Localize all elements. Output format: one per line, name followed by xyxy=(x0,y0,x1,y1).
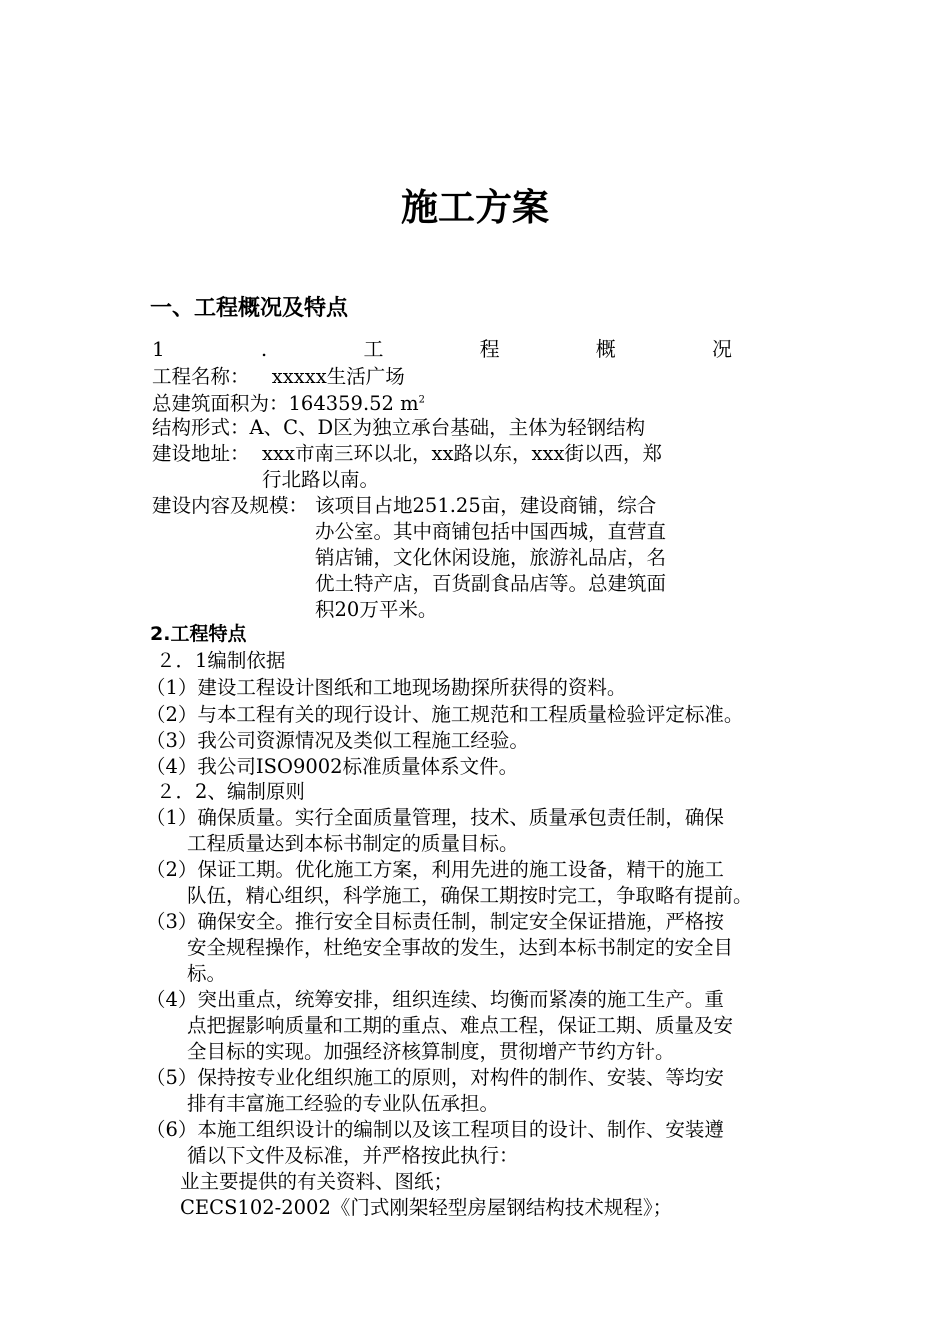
section-heading-features: 2.工程特点 xyxy=(150,623,247,645)
principle-item-cont: 点把握影响质量和工期的重点、难点工程，保证工期、质量及安 xyxy=(187,1014,734,1037)
document-title: 施工方案 xyxy=(401,186,549,229)
project-name-label: 工程名称： xyxy=(152,365,250,388)
subheading-char: . xyxy=(260,337,268,361)
structure-line: 结构形式：A、C、D区为独立承台基础，主体为轻钢结构 xyxy=(152,416,646,439)
principle-item-cont: 全目标的实现。加强经济核算制度，贯彻增产节约方针。 xyxy=(187,1040,675,1063)
scope-label: 建设内容及规模： xyxy=(152,494,309,517)
subheading-char: 况 xyxy=(711,337,732,361)
principle-item-cont: 标。 xyxy=(187,962,227,985)
scope-line: 销店铺，文化休闲设施，旅游礼品店，名 xyxy=(315,546,667,569)
principle-item: （6）本施工组织设计的编制以及该工程项目的设计、制作、安装遵 xyxy=(146,1118,724,1141)
basis-item: （1）建设工程设计图纸和工地现场勘探所获得的资料。 xyxy=(146,676,627,699)
scope-line: 积20万平米。 xyxy=(315,598,438,621)
subheading-char: 工 xyxy=(363,337,384,361)
address-label: 建设地址： xyxy=(152,442,250,465)
principle-item-cont: 循以下文件及标准，并严格按此执行： xyxy=(187,1144,519,1167)
principle-item-cont: 排有丰富施工经验的专业队伍承担。 xyxy=(187,1092,500,1115)
address-line: 行北路以南。 xyxy=(262,468,380,491)
reference-item: CECS102-2002《门式刚架轻型房屋钢结构技术规程》； xyxy=(180,1196,673,1219)
address-line: xxx市南三环以北，xx路以东，xxx街以西，郑 xyxy=(262,442,662,465)
scope-line: 办公室。其中商铺包括中国西城，直营直 xyxy=(315,520,667,543)
subheading-char: 程 xyxy=(479,337,500,361)
subheading-char: 概 xyxy=(595,337,616,361)
principle-item: （2）保证工期。优化施工方案，利用先进的施工设备，精干的施工 xyxy=(146,858,724,881)
area-value: 164359.52 m xyxy=(288,392,419,415)
principle-item-cont: 安全规程操作，杜绝安全事故的发生，达到本标书制定的安全目 xyxy=(187,936,734,959)
subheading-project-overview xyxy=(152,336,732,363)
basis-item: （3）我公司资源情况及类似工程施工经验。 xyxy=(146,729,529,752)
scope-line: 该项目占地251.25亩，建设商铺，综合 xyxy=(315,494,657,517)
section-heading-overview: 一、工程概况及特点 xyxy=(150,296,349,321)
subheading-char: 1 xyxy=(152,337,165,361)
project-name-line xyxy=(152,363,405,390)
principle-item: （1）确保质量。实行全面质量管理，技术、质量承包责任制，确保 xyxy=(146,806,724,829)
basis-item: （2）与本工程有关的现行设计、施工规范和工程质量检验评定标准。 xyxy=(146,703,744,726)
principle-item: （5）保持按专业化组织施工的原则，对构件的制作、安装、等均安 xyxy=(146,1066,724,1089)
principle-item: （4）突出重点，统筹安排，组织连续、均衡而紧凑的施工生产。重 xyxy=(146,988,724,1011)
basis-item: （4）我公司ISO9002标准质量体系文件。 xyxy=(146,755,519,778)
area-unit-sup: 2 xyxy=(418,394,426,406)
principle-item: （3）确保安全。推行安全目标责任制，制定安全保证措施，严格按 xyxy=(146,910,724,933)
basis-heading: ２．1编制依据 xyxy=(156,649,286,672)
principle-item-cont: 队伍，精心组织，科学施工，确保工期按时完工，争取略有提前。 xyxy=(187,884,753,907)
area-line xyxy=(152,390,425,417)
principle-item-cont: 工程质量达到本标书制定的质量目标。 xyxy=(187,832,519,855)
area-label: 总建筑面积为： xyxy=(152,392,289,415)
reference-item: 业主要提供的有关资料、图纸； xyxy=(180,1170,454,1193)
scope-line: 优土特产店，百货副食品店等。总建筑面 xyxy=(315,572,667,595)
project-name-value: xxxxx生活广场 xyxy=(271,365,405,388)
principle-heading: ２．2、编制原则 xyxy=(156,780,305,803)
